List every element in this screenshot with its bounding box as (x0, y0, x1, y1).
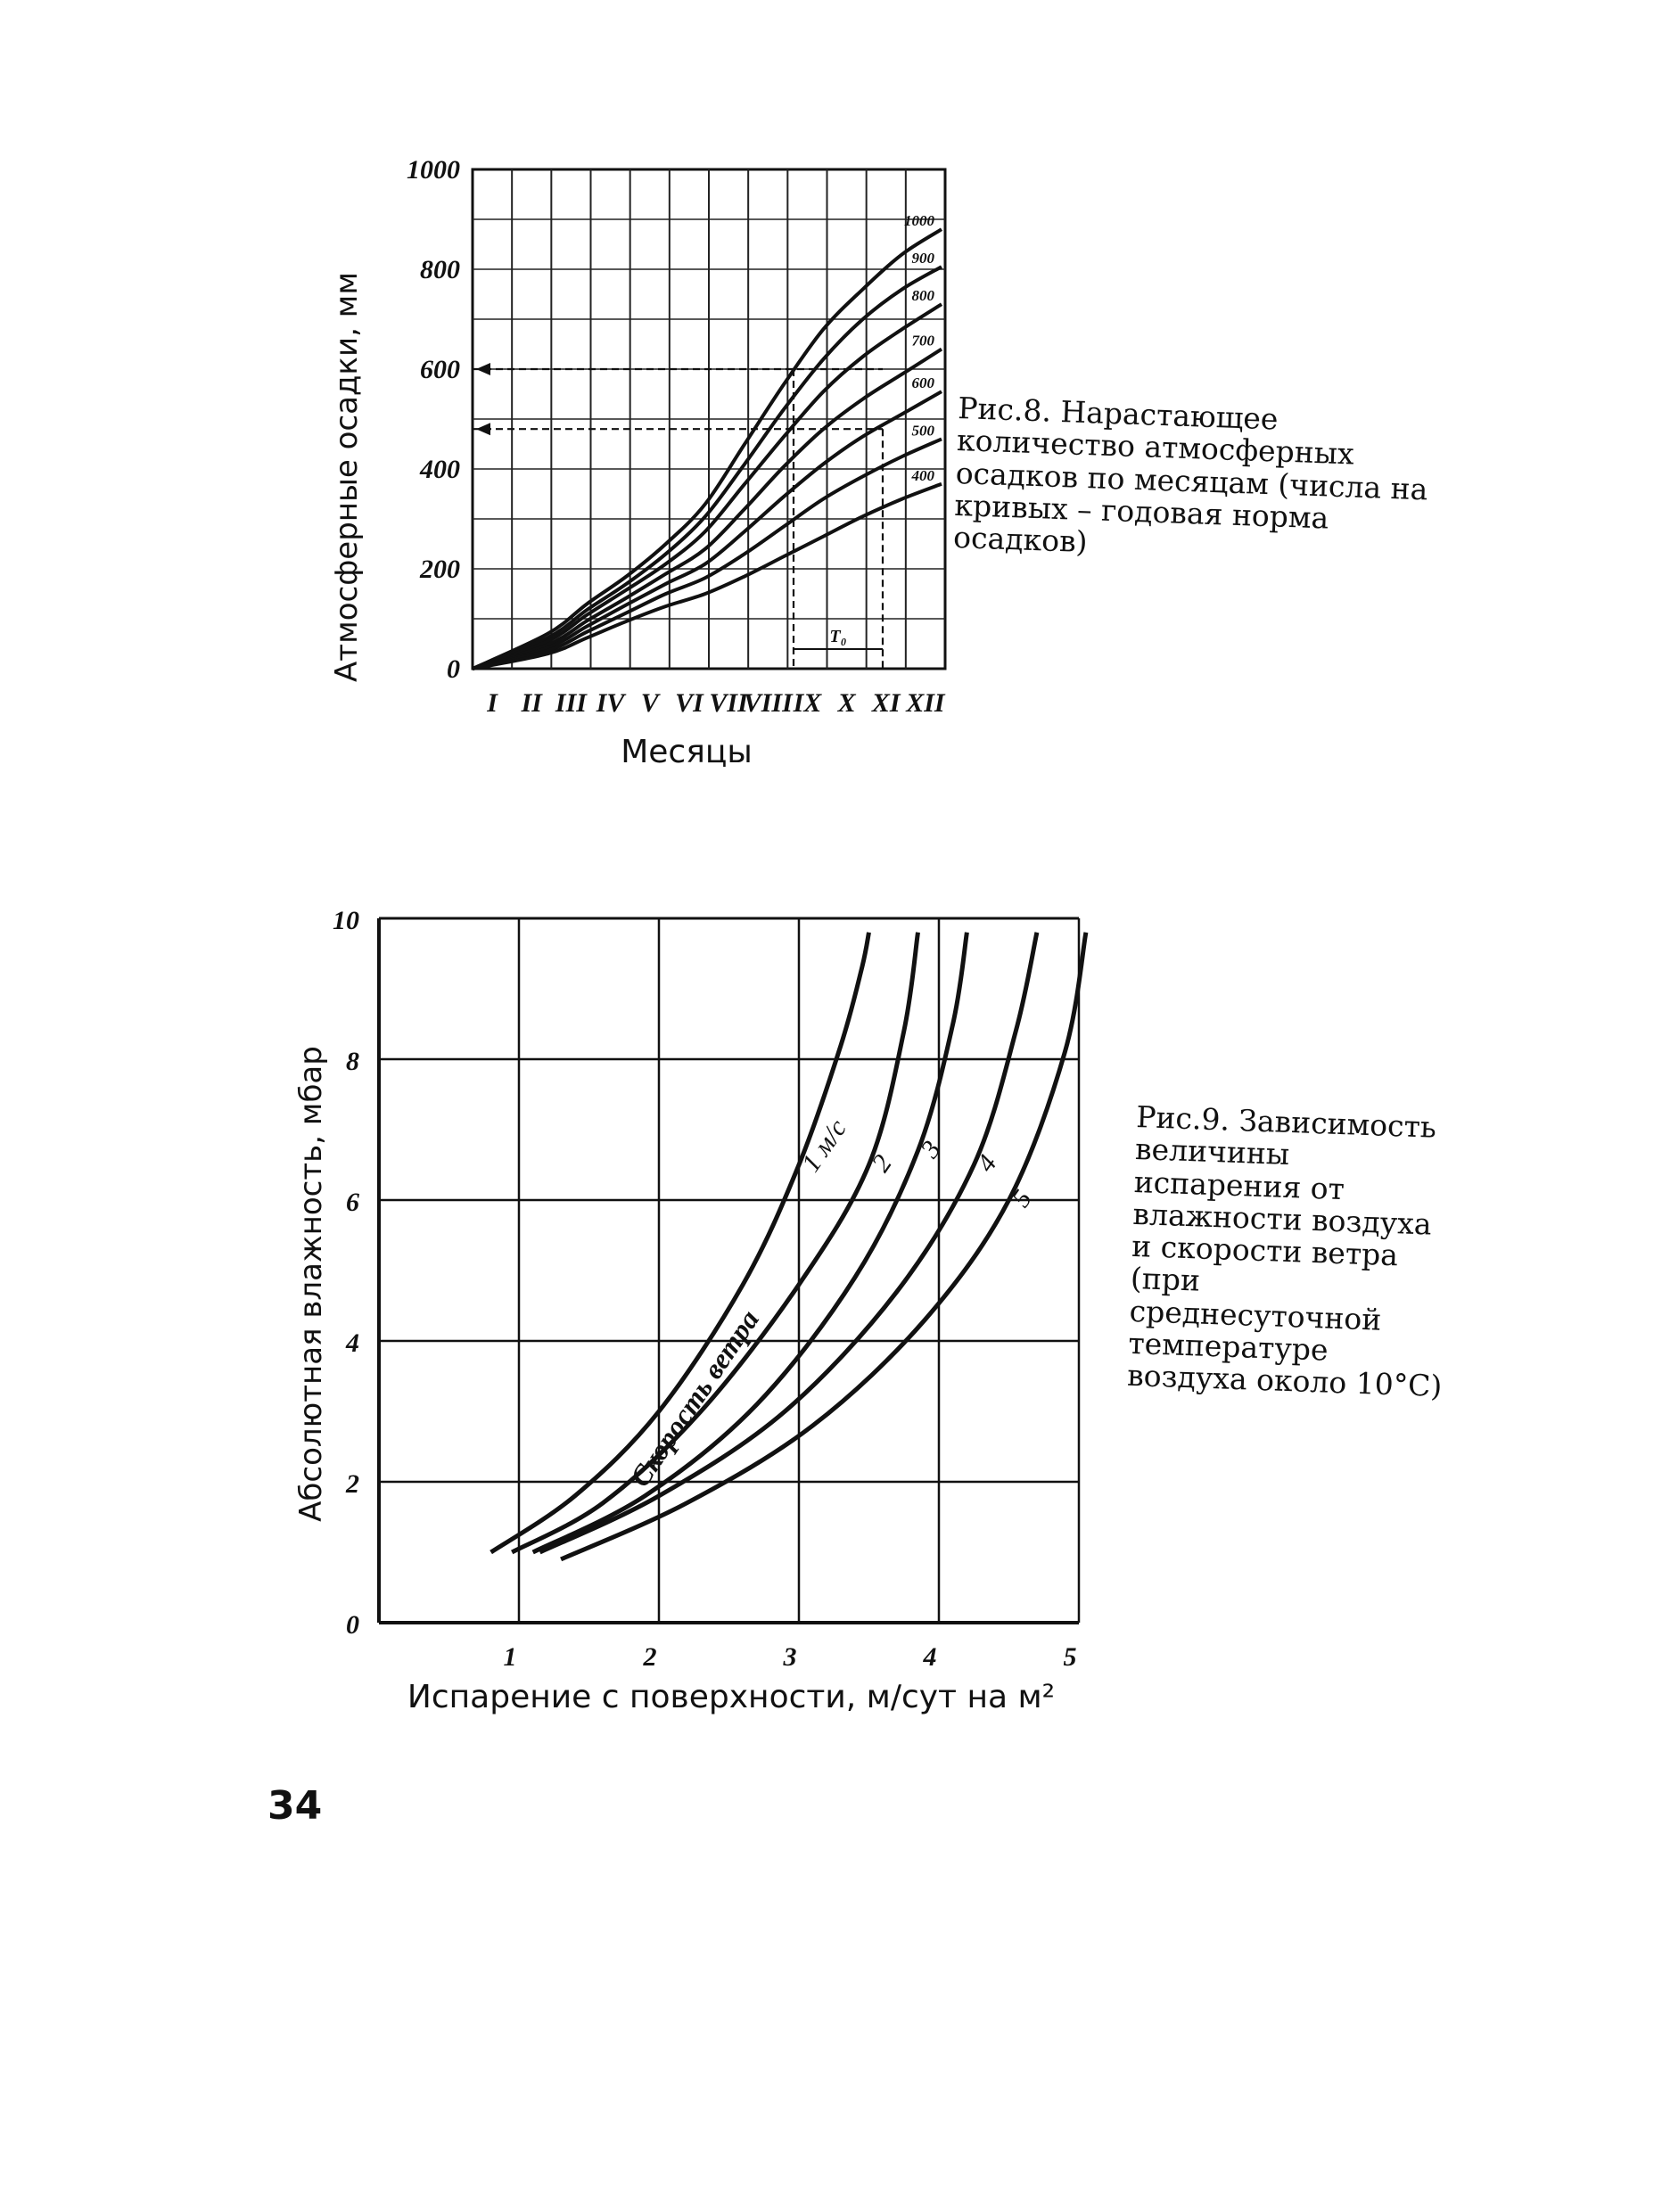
tick-labels (333, 906, 1077, 1672)
x-tick-label: XII (906, 688, 945, 718)
x-tick-label: II (521, 688, 542, 718)
series-line (512, 933, 917, 1552)
grid (379, 918, 1079, 1623)
series-line (473, 349, 942, 669)
arrow-head (476, 423, 490, 435)
y-tick-label: 600 (420, 355, 460, 384)
series-label: 1 м/с (795, 1114, 853, 1178)
evaporation-chart (285, 892, 1132, 1747)
x-tick-label: VIII (743, 688, 793, 718)
y-tick-label: 8 (346, 1047, 359, 1076)
series-label: 900 (911, 250, 934, 267)
series-label: 3 (915, 1135, 947, 1164)
series-lines (491, 933, 1086, 1559)
series-line (473, 229, 942, 669)
y-tick-label: 400 (420, 455, 460, 484)
x-tick-label: 3 (783, 1642, 797, 1672)
period-label: Т₀ (829, 627, 847, 646)
page-number: 34 (267, 1783, 323, 1829)
series-label: 1000 (904, 212, 934, 230)
x-tick-label: 1 (503, 1642, 517, 1672)
x-tick-label: VI (675, 688, 703, 718)
x-tick-label: III (555, 688, 587, 718)
y-axis-label: Абсолютная влажность, мбар (293, 1046, 329, 1522)
series-label: 400 (911, 466, 934, 484)
y-tick-label: 0 (346, 1610, 359, 1640)
evaporation-chart-svg (285, 892, 1132, 1747)
series-label: 600 (911, 374, 934, 392)
series-label: 2 (866, 1149, 898, 1178)
y-tick-label: 800 (420, 255, 460, 284)
series-label: 4 (970, 1149, 1003, 1178)
x-axis-label: Месяцы (621, 734, 753, 770)
x-tick-label: IX (793, 688, 822, 718)
series-label: 500 (911, 422, 934, 440)
x-axis-label: Испарение с поверхности, м/сут на м² (407, 1679, 1056, 1715)
series-label: 700 (911, 332, 934, 349)
x-tick-label: 4 (923, 1642, 937, 1672)
series-labels (623, 1114, 1038, 1492)
figure-9-caption: Рис.9. Зависимость величины испарения от влажности воздуха и скорости ветра (при среднесуточной температуре воздуха около 10°С) (1126, 1099, 1443, 1404)
y-tick-label: 0 (447, 654, 460, 684)
series-line (473, 439, 942, 669)
x-tick-label: XI (871, 688, 901, 718)
series-label: 800 (911, 287, 934, 305)
x-tick-label: IV (596, 688, 625, 718)
y-axis-label: Атмосферные осадки, мм (330, 272, 365, 682)
x-tick-label: VII (709, 688, 748, 718)
y-tick-label: 6 (346, 1188, 359, 1217)
series-lines (473, 212, 942, 669)
x-tick-label: I (487, 688, 498, 718)
series-line (473, 267, 942, 669)
y-tick-label: 10 (333, 906, 359, 935)
series-line (473, 304, 942, 669)
y-tick-label: 1000 (407, 155, 460, 185)
annotations (473, 363, 883, 669)
y-tick-label: 200 (420, 555, 460, 584)
x-tick-label: 5 (1063, 1642, 1077, 1672)
y-tick-label: 2 (346, 1469, 359, 1499)
precipitation-chart-svg (330, 147, 981, 780)
series-line (533, 933, 967, 1552)
precipitation-chart (330, 147, 981, 780)
y-tick-label: 4 (346, 1328, 359, 1358)
x-tick-label: V (640, 688, 659, 718)
x-tick-label: X (837, 688, 856, 718)
x-tick-label: 2 (643, 1642, 657, 1672)
series-line (491, 933, 869, 1552)
series-group-label: Скорость ветра (623, 1303, 766, 1492)
figure-8-caption: Рис.8. Нарастающее количество атмосферных осадков по месяцам (числа на кривых – годовая норма осадков) (952, 391, 1428, 560)
series-label: 5 (1006, 1184, 1038, 1213)
arrow-head (476, 363, 490, 375)
